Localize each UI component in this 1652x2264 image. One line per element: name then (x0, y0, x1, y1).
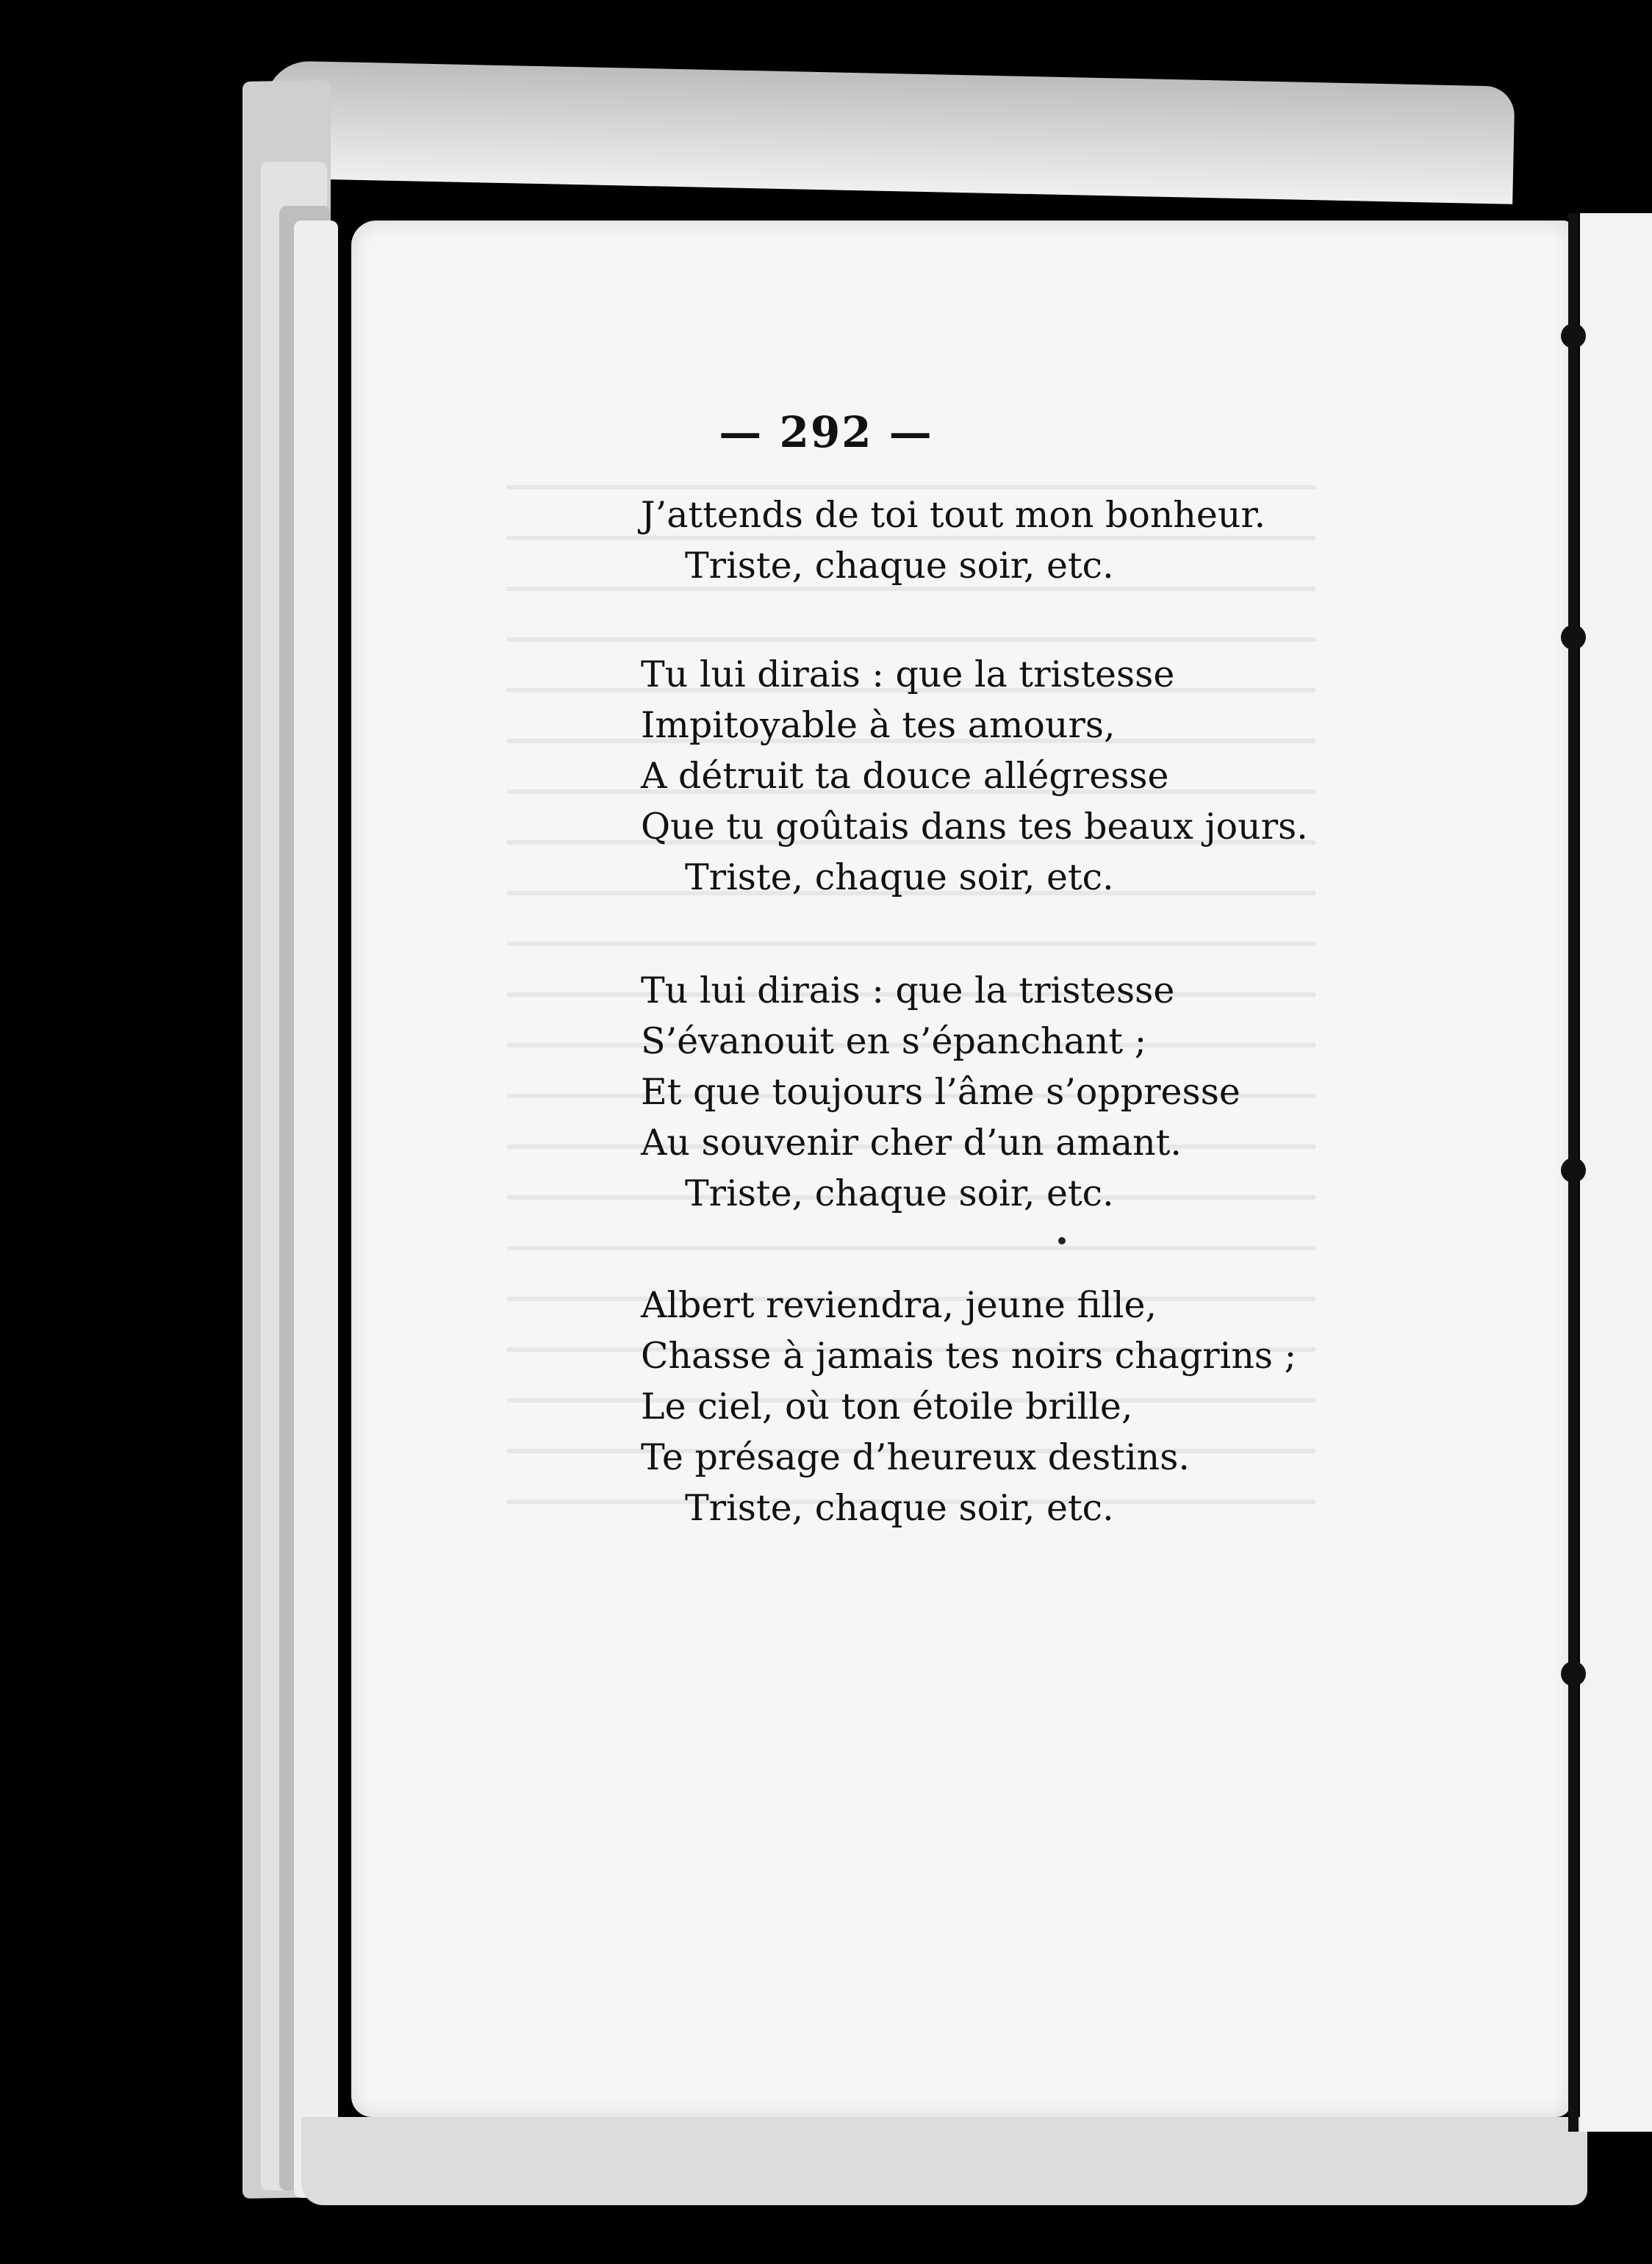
stanza (641, 649, 1308, 903)
verse-line: Impitoyable à tes amours, (641, 704, 1116, 746)
page-bottom-edge (301, 2117, 1587, 2205)
verse-line: Te présage d’heureux destins. (641, 1436, 1190, 1478)
ink-speck (1058, 1237, 1066, 1244)
verse-line: Le ciel, où ton étoile brille, (641, 1386, 1133, 1427)
verse-line: Tu lui dirais : que la tristesse (641, 970, 1175, 1011)
verse-line: Tu lui dirais : que la tristesse (641, 653, 1175, 695)
verse-line: Au souvenir cher d’un amant. (641, 1122, 1182, 1164)
refrain-line: Triste, chaque soir, etc. (685, 1487, 1114, 1529)
verse-line: Que tu goûtais dans tes beaux jours. (641, 806, 1308, 848)
page-number: — 292 — (719, 407, 933, 457)
stanza (641, 1280, 1296, 1533)
verse-line: A détruit ta douce allégresse (641, 755, 1169, 797)
verse-line: Et que toujours l’âme s’oppresse (641, 1071, 1240, 1113)
refrain-line: Triste, chaque soir, etc. (685, 545, 1114, 587)
binding-stitch (1561, 1661, 1586, 1686)
facing-page-edge (1580, 213, 1652, 2132)
stanza (641, 490, 1265, 591)
refrain-line: Triste, chaque soir, etc. (685, 1172, 1114, 1214)
verse-line: S’évanouit en s’épanchant ; (641, 1020, 1147, 1062)
verse-line: Albert reviendra, jeune fille, (641, 1284, 1157, 1326)
binding-stitch (1561, 625, 1586, 650)
stanza (641, 965, 1240, 1219)
page-edge (294, 221, 338, 2198)
binding-stitch (1561, 323, 1586, 348)
binding-stitch (1561, 1158, 1586, 1183)
verse-line: Chasse à jamais tes noirs chagrins ; (641, 1335, 1297, 1377)
verse-line: J’attends de toi tout mon bonheur. (641, 494, 1266, 536)
page-top-curl (264, 60, 1515, 204)
refrain-line: Triste, chaque soir, etc. (685, 856, 1114, 898)
